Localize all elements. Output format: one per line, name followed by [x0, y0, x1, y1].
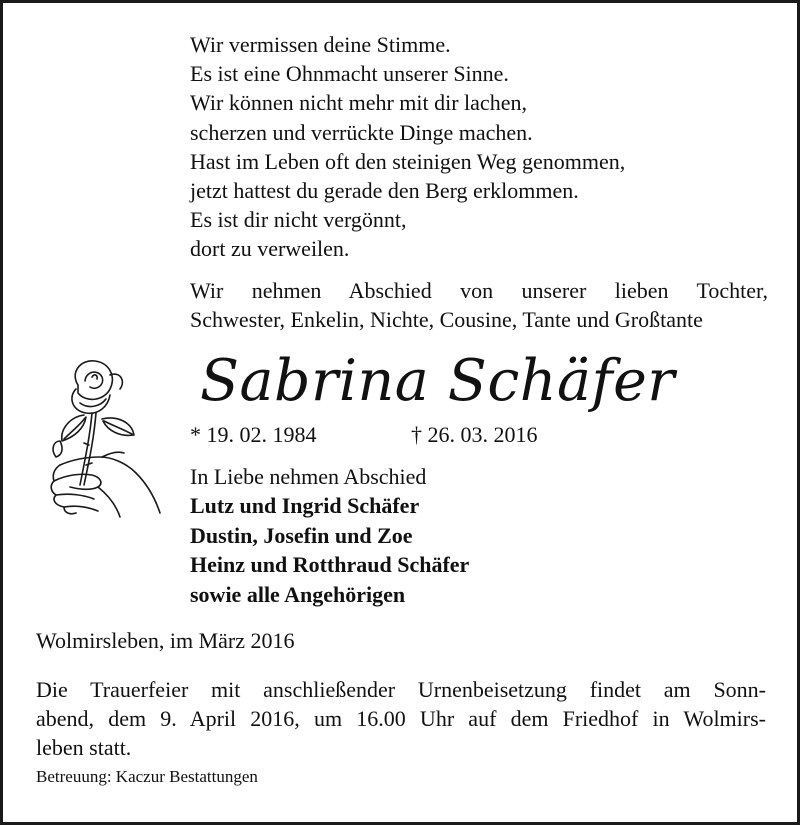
poem-line: jetzt hattest du gerade den Berg erklommen. [190, 178, 579, 204]
mourner-name: sowie alle Angehörigen [190, 581, 406, 607]
mourners-intro: In Liebe nehmen Abschied [190, 464, 427, 489]
poem-line: Es ist dir nicht vergönnt, [190, 207, 407, 233]
ceremony-line: abend, dem 9. April 2016, um 16.00 Uhr auf dem Friedhof in Wolmirs- [36, 706, 766, 731]
ceremony-info [36, 675, 766, 762]
poem [190, 30, 625, 264]
mourner-name: Heinz und Rotthraud Schäfer [190, 552, 470, 578]
poem-line: Wir können nicht mehr mit dir lachen, [190, 90, 527, 116]
mourner-name: Dustin, Josefin und Zoe [190, 522, 413, 548]
poem-line: scherzen und verrückte Dinge machen. [190, 119, 533, 145]
mourner-name: Lutz und Ingrid Schäfer [190, 493, 420, 519]
deceased-name: Sabrina Schäfer [200, 348, 676, 414]
farewell-intro-line: Schwester, Enkelin, Nichte, Cousine, Tante und Großtante [190, 307, 703, 332]
poem-line: Hast im Leben oft den steinigen Weg genommen, [190, 148, 626, 174]
farewell-intro-line: Wir nehmen Abschied von unserer lieben Tochter, [190, 278, 768, 303]
undertaker-credit: Betreuung: Kaczur Bestattungen [36, 767, 258, 786]
rose-in-hand-icon [40, 345, 175, 525]
death-date: † 26. 03. 2016 [411, 422, 538, 447]
ceremony-line: Die Trauerfeier mit anschließender Urnenbeisetzung findet am Sonn- [36, 677, 766, 702]
ceremony-line: leben statt. [36, 735, 132, 760]
farewell-intro [190, 276, 768, 334]
birth-date: * 19. 02. 1984 [190, 422, 317, 447]
poem-line: Es ist eine Ohnmacht unserer Sinne. [190, 61, 509, 87]
place-date: Wolmirsleben, im März 2016 [36, 628, 295, 653]
poem-line: Wir vermissen deine Stimme. [190, 32, 451, 57]
mourners [190, 462, 469, 609]
poem-line: dort zu verweilen. [190, 236, 350, 262]
